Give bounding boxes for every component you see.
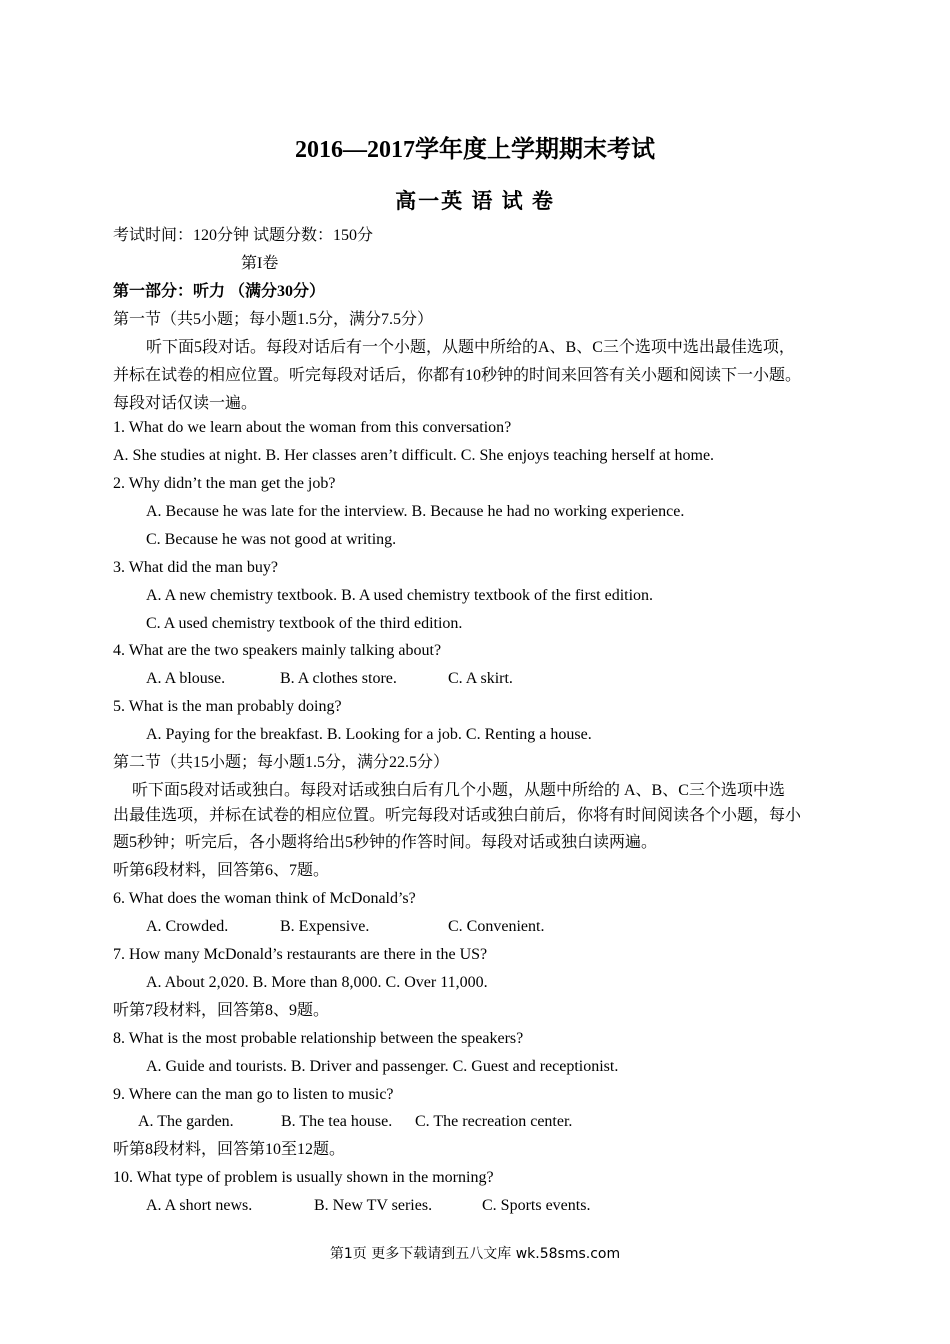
section1-heading: 第一节（共5小题；每小题1.5分，满分7.5分） <box>113 311 434 328</box>
question-3: 3. What did the man buy? <box>113 559 278 576</box>
question-10-options <box>146 1196 590 1216</box>
question-1-options: A. She studies at night. B. Her classes aren’t difficult. C. She enjoys teaching herself at home. <box>113 447 715 464</box>
section1-instruction-line: 听下面5段对话。每段对话后有一个小题，从题中所给的A、B、C三个选项中选出最佳选项， <box>146 339 795 356</box>
question-6-options <box>146 917 544 937</box>
section1-instruction-line: 并标在试卷的相应位置。听完每段对话后，你都有10秒钟的时间来回答有关小题和阅读下一小题。 <box>113 367 802 384</box>
section2-instruction-line: 出最佳选项，并标在试卷的相应位置。听完每段对话或独白前后，你将有时间阅读各个小题，每小 <box>113 807 802 824</box>
question-2-options: A. Because he was late for the interview. B. Because he had no working experience. <box>146 503 685 520</box>
question-5-options: A. Paying for the breakfast. B. Looking for a job. C. Renting a house. <box>146 726 592 743</box>
option-c: C. The recreation center. <box>415 1113 573 1130</box>
section2-instruction-line: 听下面5段对话或独白。每段对话或独白后有几个小题，从题中所给的 A、B、C三个选项中选 <box>132 782 785 799</box>
page-footer: 第1页 更多下载请到五八文库 wk.58sms.com <box>329 1246 621 1262</box>
question-6: 6. What does the woman think of McDonald’s? <box>113 890 416 907</box>
section1-instruction-line: 每段对话仅读一遍。 <box>113 395 258 412</box>
option-c: C. Sports events. <box>482 1197 591 1214</box>
question-3-options: A. A new chemistry textbook. B. A used chemistry textbook of the first edition. <box>146 587 654 604</box>
exam-info: 考试时间：120分钟 试题分数：150分 <box>113 227 374 244</box>
option-a: A. The garden. <box>138 1113 234 1130</box>
question-4-options <box>146 669 513 689</box>
question-2-options: C. Because he was not good at writing. <box>146 531 397 548</box>
question-2: 2. Why didn’t the man get the job? <box>113 475 336 492</box>
section2-instruction-line: 题5秒钟；听完后，各小题将给出5秒钟的作答时间。每段对话或独白读两遍。 <box>113 834 658 851</box>
question-7: 7. How many McDonald’s restaurants are there in the US? <box>113 946 488 963</box>
volume-label: 第I卷 <box>241 255 279 272</box>
option-c: C. A skirt. <box>448 670 513 687</box>
option-b: B. New TV series. <box>314 1197 433 1214</box>
question-9-options <box>138 1112 572 1132</box>
option-b: B. A clothes store. <box>280 670 397 687</box>
exam-title: 2016—2017学年度上学期期末考试 <box>295 137 655 163</box>
question-8: 8. What is the most probable relationship between the speakers? <box>113 1030 524 1047</box>
option-b: B. The tea house. <box>281 1113 393 1130</box>
material-7-label: 听第7段材料，回答第8、9题。 <box>113 1002 330 1019</box>
material-8-label: 听第8段材料，回答第10至12题。 <box>113 1141 346 1158</box>
question-4: 4. What are the two speakers mainly talking about? <box>113 642 442 659</box>
material-6-label: 听第6段材料，回答第6、7题。 <box>113 862 330 879</box>
section2-heading: 第二节（共15小题；每小题1.5分，满分22.5分） <box>113 754 450 771</box>
question-7-options: A. About 2,020. B. More than 8,000. C. Over 11,000. <box>146 974 488 991</box>
option-a: A. A blouse. <box>146 670 226 687</box>
question-5: 5. What is the man probably doing? <box>113 698 342 715</box>
option-a: A. Crowded. <box>146 918 229 935</box>
option-c: C. Convenient. <box>448 918 545 935</box>
option-a: A. A short news. <box>146 1197 253 1214</box>
question-8-options: A. Guide and tourists. B. Driver and passenger. C. Guest and receptionist. <box>146 1058 619 1075</box>
question-3-options: C. A used chemistry textbook of the third edition. <box>146 615 463 632</box>
option-b: B. Expensive. <box>280 918 370 935</box>
question-9: 9. Where can the man go to listen to music? <box>113 1086 394 1103</box>
question-10: 10. What type of problem is usually shown in the morning? <box>113 1169 494 1186</box>
exam-subtitle: 高一英 语 试 卷 <box>395 189 555 213</box>
question-1: 1. What do we learn about the woman from this conversation? <box>113 419 512 436</box>
part1-heading: 第一部分：听力 （满分30分） <box>113 283 326 300</box>
